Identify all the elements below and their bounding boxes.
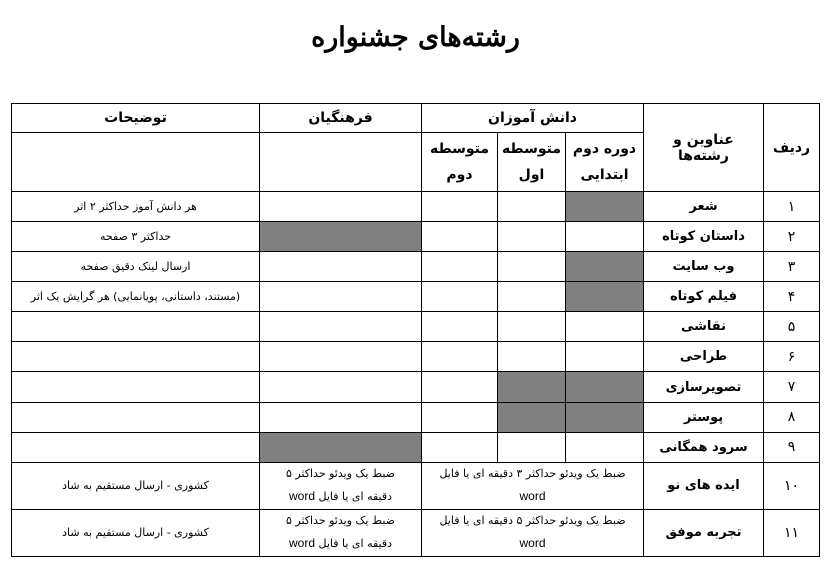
cell-middle1 (498, 312, 566, 342)
cell-middle2 (422, 222, 498, 252)
festival-categories-table (11, 103, 820, 557)
row-title: تجربه موفق (644, 509, 764, 556)
header-row-number: ردیف (764, 104, 820, 192)
table-row (12, 372, 820, 402)
header-primary-line2: ابتدایی (580, 167, 629, 183)
cell-middle1 (498, 432, 566, 462)
header-notes: توضیحات (12, 104, 260, 133)
row-number: ۸ (764, 402, 820, 432)
students-note-word: word (519, 489, 546, 504)
row-notes (12, 372, 260, 402)
cell-middle2 (422, 432, 498, 462)
header-middle2-line2: دوم (446, 167, 473, 183)
teachers-note-line1: ضبط یک ویدئو حداکثر ۵ (285, 514, 396, 528)
row-number: ۹ (764, 432, 820, 462)
cell-primary (566, 222, 644, 252)
cell-middle2 (422, 252, 498, 282)
cell-teachers (260, 342, 422, 372)
cell-primary (566, 282, 644, 312)
cell-teachers (260, 222, 422, 252)
row-notes (12, 402, 260, 432)
cell-middle2 (422, 312, 498, 342)
cell-middle1 (498, 282, 566, 312)
header-middle1-line1: متوسطه (501, 141, 561, 157)
cell-teachers (260, 252, 422, 282)
header-category-line2: رشته‌ها (678, 147, 729, 164)
row-title: پوستر (644, 402, 764, 432)
row-number: ۷ (764, 372, 820, 402)
cell-teachers-note (260, 462, 422, 509)
header-row-top (12, 104, 820, 133)
cell-primary (566, 372, 644, 402)
cell-middle2 (422, 342, 498, 372)
row-title: داستان کوتاه (644, 222, 764, 252)
header-primary (566, 133, 644, 192)
table-row (12, 282, 820, 312)
students-note-word: word (519, 536, 546, 551)
row-notes (12, 312, 260, 342)
teachers-note-line1: ضبط یک ویدئو حداکثر ۵ (285, 467, 396, 481)
header-teachers-blank (260, 133, 422, 192)
header-middle1-line2: اول (518, 167, 545, 183)
cell-primary (566, 342, 644, 372)
cell-middle1 (498, 192, 566, 222)
teachers-note-line2: دقیقه ای یا فایل (318, 537, 393, 551)
header-middle2-line1: متوسطه (429, 141, 490, 157)
table-row (12, 312, 820, 342)
teachers-note-word: word (288, 489, 315, 504)
cell-middle1 (498, 252, 566, 282)
cell-middle2 (422, 402, 498, 432)
cell-teachers (260, 372, 422, 402)
cell-primary (566, 252, 644, 282)
cell-teachers (260, 432, 422, 462)
row-number: ۶ (764, 342, 820, 372)
cell-middle1 (498, 402, 566, 432)
row-title: شعر (644, 192, 764, 222)
row-notes: ارسال لینک دقیق صفحه (12, 252, 260, 282)
header-category (644, 104, 764, 192)
students-note-text: ضبط یک ویدئو حداکثر ۳ دقیقه ای یا فایل (439, 467, 626, 481)
cell-middle2 (422, 372, 498, 402)
cell-teachers (260, 282, 422, 312)
teachers-note-line2: دقیقه ای یا فایل (318, 490, 393, 504)
row-title: فیلم کوتاه (644, 282, 764, 312)
header-middle1 (498, 133, 566, 192)
table-row (12, 509, 820, 556)
cell-middle2 (422, 192, 498, 222)
row-notes (12, 432, 260, 462)
cell-primary (566, 312, 644, 342)
row-title: وب سایت (644, 252, 764, 282)
cell-students-note (422, 509, 644, 556)
cell-middle2 (422, 282, 498, 312)
row-notes: حداکثر ۳ صفحه (12, 222, 260, 252)
cell-primary (566, 192, 644, 222)
row-notes: (مستند، داستانی، پویانمایی) هر گرایش یک اثر (12, 282, 260, 312)
row-title: سرود همگانی (644, 432, 764, 462)
row-title: ایده های نو (644, 462, 764, 509)
header-teachers: فرهنگیان (260, 104, 422, 133)
table-row (12, 192, 820, 222)
table-row (12, 252, 820, 282)
table-row (12, 462, 820, 509)
header-notes-blank (12, 133, 260, 192)
students-note-text: ضبط یک ویدئو حداکثر ۵ دقیقه ای یا فایل (439, 514, 626, 528)
table-row (12, 432, 820, 462)
header-middle2 (422, 133, 498, 192)
cell-teachers (260, 402, 422, 432)
row-number: ۳ (764, 252, 820, 282)
header-students: دانش آموزان (422, 104, 644, 133)
row-notes (12, 342, 260, 372)
row-notes: کشوری - ارسال مستقیم به شاد (12, 509, 260, 556)
row-number: ۵ (764, 312, 820, 342)
table-row (12, 402, 820, 432)
teachers-note-word: word (288, 536, 315, 551)
cell-middle1 (498, 342, 566, 372)
cell-primary (566, 402, 644, 432)
header-category-line1: عناوین و (673, 131, 734, 148)
row-number: ۴ (764, 282, 820, 312)
row-number: ۱۰ (764, 462, 820, 509)
row-notes: هر دانش آموز حداکثر ۲ اثر (12, 192, 260, 222)
row-number: ۱۱ (764, 509, 820, 556)
row-title: تصویرسازی (644, 372, 764, 402)
cell-teachers (260, 312, 422, 342)
cell-teachers-note (260, 509, 422, 556)
row-number: ۱ (764, 192, 820, 222)
row-number: ۲ (764, 222, 820, 252)
cell-middle1 (498, 222, 566, 252)
row-title: طراحی (644, 342, 764, 372)
page-title: رشته‌های جشنواره (311, 22, 520, 53)
table-row (12, 222, 820, 252)
table-row (12, 342, 820, 372)
cell-primary (566, 432, 644, 462)
cell-students-note (422, 462, 644, 509)
cell-teachers (260, 192, 422, 222)
row-title: نقاشی (644, 312, 764, 342)
row-notes: کشوری - ارسال مستقیم به شاد (12, 462, 260, 509)
header-primary-line1: دوره دوم (572, 141, 637, 157)
cell-middle1 (498, 372, 566, 402)
